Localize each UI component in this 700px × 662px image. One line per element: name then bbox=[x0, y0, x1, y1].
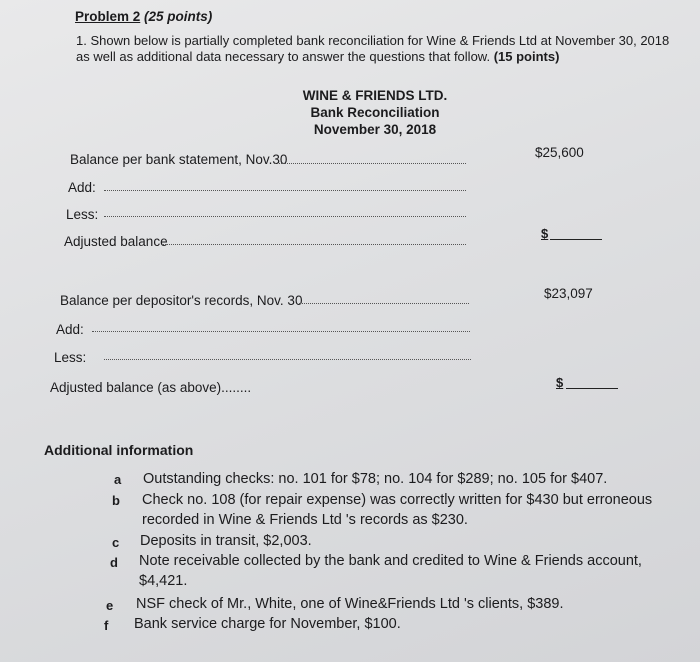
leader-dots bbox=[163, 244, 466, 245]
item-c-line-1: Deposits in transit, $2,003. bbox=[140, 533, 312, 549]
item-d-line-2: $4,421. bbox=[139, 573, 188, 589]
leader-dots bbox=[299, 303, 469, 304]
bank-add-label: Add: bbox=[68, 180, 96, 195]
item-letter-e: e bbox=[106, 598, 114, 613]
item-f-line-1: Bank service charge for November, $100. bbox=[134, 616, 401, 632]
book-adjusted-label: Adjusted balance (as above)........ bbox=[50, 380, 252, 395]
leader-dots bbox=[104, 359, 471, 360]
question-text: as well as additional data necessary to answer the questions that follow. bbox=[76, 49, 491, 64]
item-d-line-1: Note receivable collected by the bank and credited to Wine & Friends account, bbox=[139, 553, 642, 569]
statement-date: November 30, 2018 bbox=[313, 122, 437, 137]
additional-info-title: Additional information bbox=[44, 442, 194, 458]
problem-number: Problem 2 bbox=[75, 9, 141, 24]
book-adjusted-symbol: $ bbox=[556, 375, 564, 390]
bank-adjusted-symbol: $ bbox=[541, 226, 549, 241]
leader-dots bbox=[92, 331, 470, 332]
book-add-label: Add: bbox=[56, 322, 84, 337]
problem-title bbox=[75, 9, 212, 24]
item-b-line-2: recorded in Wine & Friends Ltd 's records as $230. bbox=[142, 512, 468, 528]
bank-balance-value: $25,600 bbox=[535, 145, 584, 160]
item-letter-c: c bbox=[112, 535, 120, 550]
answer-line bbox=[566, 388, 618, 389]
bank-adjusted-label: Adjusted balance bbox=[64, 234, 168, 249]
item-letter-a: a bbox=[114, 472, 122, 487]
problem-points: (25 points) bbox=[144, 9, 213, 24]
item-a-line-1: Outstanding checks: no. 101 for $78; no. 104 for $289; no. 105 for $407. bbox=[143, 471, 608, 487]
item-letter-b: b bbox=[112, 493, 120, 508]
book-balance-label: Balance per depositor's records, Nov. 30 bbox=[60, 293, 303, 308]
bank-balance-label: Balance per bank statement, Nov.30 bbox=[70, 152, 288, 167]
company-name: WINE & FRIENDS LTD. bbox=[302, 88, 448, 103]
item-letter-f: f bbox=[104, 618, 109, 633]
bank-less-label: Less: bbox=[66, 207, 99, 222]
question-line-1: 1. Shown below is partially completed bank reconciliation for Wine & Friends Ltd at November 30, 2018 bbox=[76, 33, 670, 48]
book-less-label: Less: bbox=[54, 350, 87, 365]
statement-name: Bank Reconciliation bbox=[310, 105, 440, 120]
item-b-line-1: Check no. 108 (for repair expense) was correctly written for $430 but erroneous bbox=[142, 492, 653, 508]
answer-line bbox=[550, 239, 602, 240]
leader-dots bbox=[274, 163, 466, 164]
question-points: (15 points) bbox=[493, 49, 560, 64]
leader-dots bbox=[104, 216, 466, 217]
book-balance-value: $23,097 bbox=[544, 286, 593, 301]
item-letter-d: d bbox=[110, 555, 118, 570]
statement-heading bbox=[290, 87, 460, 138]
question-line-2 bbox=[76, 49, 559, 65]
leader-dots bbox=[104, 190, 466, 191]
item-e-line-1: NSF check of Mr., White, one of Wine&Friends Ltd 's clients, $389. bbox=[136, 596, 564, 612]
